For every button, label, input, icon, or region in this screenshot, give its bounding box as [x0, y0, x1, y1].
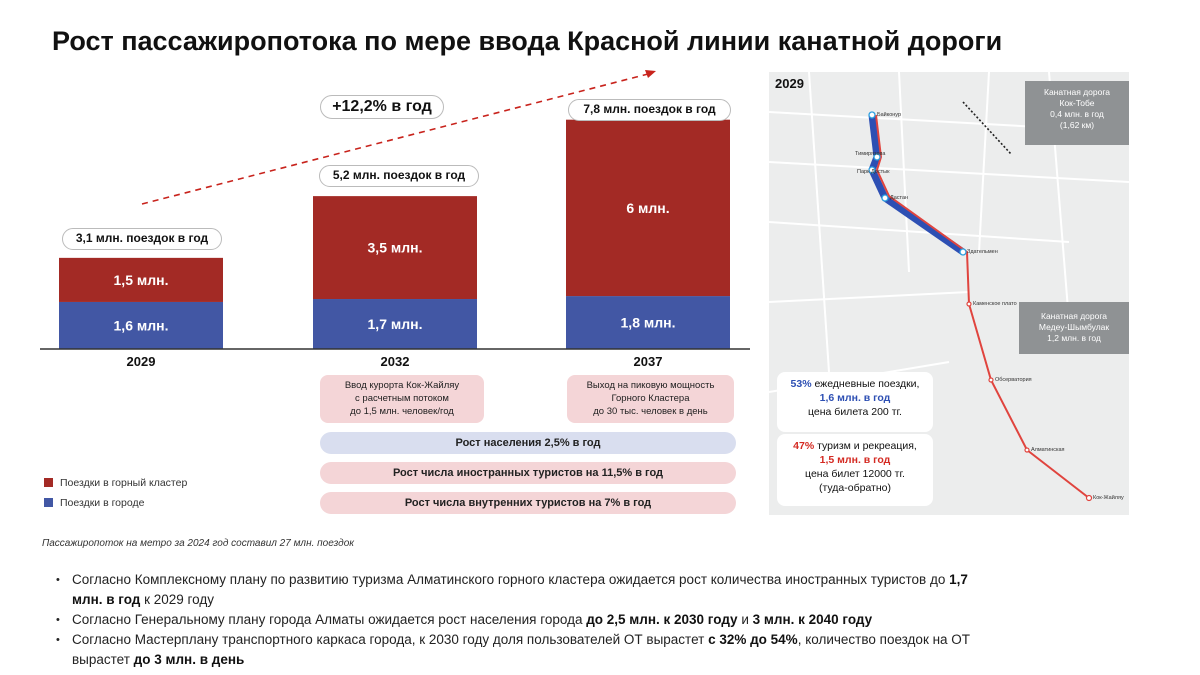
- station-label: Тимирязева: [855, 151, 886, 157]
- footnote: Пассажиропоток на метро за 2024 год составил 27 млн. поездок: [42, 538, 354, 549]
- note-2032-line: до 1,5 млн. человек/год: [350, 406, 454, 417]
- total-label-2032: 5,2 млн. поездок в год: [319, 165, 479, 187]
- note-2037-line: Горного Кластера: [611, 393, 690, 404]
- growth-arrow-head: [645, 70, 656, 78]
- kok-tobe-box: [1025, 81, 1129, 145]
- legend-swatch-blue: [44, 498, 53, 507]
- bullet-text: и: [737, 612, 753, 627]
- tourism-value: 1,5 млн. в год: [819, 454, 891, 466]
- note-2032: [320, 375, 484, 423]
- bullet-text: к 2029 году: [140, 592, 215, 607]
- bullet-text: Согласно Комплексному плану по развитию туризма Алматинского горного кластера ожидается рост количества иностранных туристов до: [72, 572, 950, 587]
- bar-data-label: 1,7 млн.: [367, 316, 423, 333]
- station-label: Кок-Жайляу: [1093, 495, 1124, 501]
- map-year: 2029: [775, 76, 804, 91]
- station-label: Дастан: [890, 195, 909, 201]
- bar-data-label: 6 млн.: [626, 199, 670, 216]
- bullet-text: Согласно Генеральному плану города Алматы ожидается рост населения города: [72, 612, 587, 627]
- daily-value: 1,6 млн. в год: [819, 392, 891, 404]
- daily-pct: 53%: [790, 378, 812, 390]
- bullet-highlight: 1,7 млн. в год: [72, 572, 968, 607]
- legend-item-mountain: [44, 477, 187, 489]
- bullet-highlight: до 3 млн. в день: [133, 652, 245, 667]
- daily-price: цена билета 200 тг.: [808, 406, 902, 418]
- bar-chart: [0, 0, 760, 380]
- note-2032-line: Ввод курорта Кок-Жайляу: [344, 380, 460, 391]
- tourism-text: туризм и рекреация,: [814, 440, 917, 452]
- station-label: Парк Достык: [857, 169, 890, 175]
- bullet-highlight: с 32% до 54%: [708, 632, 798, 647]
- x-tick-label: 2029: [126, 354, 156, 369]
- x-tick-label: 2037: [633, 354, 663, 369]
- kok-tobe-line: Кок-Тобе: [1059, 98, 1095, 108]
- bullet-highlight: 3 млн. к 2040 году: [752, 612, 873, 627]
- daily-trips-box: [777, 372, 933, 432]
- bullet-list: [56, 570, 996, 670]
- bullet-text: Согласно Мастерплану транспортного каркаса города, к 2030 году доля пользователей ОТ вырастет: [72, 632, 709, 647]
- note-2032-line: с расчетным потоком: [355, 393, 449, 404]
- kok-tobe-line: (1,62 км): [1059, 120, 1095, 130]
- bar-data-label: 1,6 млн.: [113, 317, 169, 334]
- station-label: Каменское плато: [973, 301, 1017, 307]
- growth-label: +12,2% в год: [320, 95, 444, 119]
- strip-domestic-tourists: Рост числа внутренних туристов на 7% в год: [320, 492, 736, 514]
- bar-data-label: 1,8 млн.: [620, 314, 676, 331]
- kok-tobe-line: 0,4 млн. в год: [1050, 109, 1104, 119]
- tourism-box: [777, 434, 933, 506]
- page-title: Рост пассажиропотока по мере ввода Красной линии канатной дороги: [52, 26, 1003, 56]
- bullet-item: [56, 630, 996, 670]
- route-map: [769, 72, 1129, 515]
- medeu-line: Медеу-Шымбулак: [1038, 322, 1110, 332]
- daily-text: ежедневные поездки,: [811, 378, 920, 390]
- strip-population: Рост населения 2,5% в год: [320, 432, 736, 454]
- kok-tobe-line: Канатная дорога: [1044, 87, 1110, 97]
- bullet-item: [56, 610, 996, 630]
- station-label: Здательмен: [967, 249, 998, 255]
- bar-data-label: 1,5 млн.: [113, 271, 169, 288]
- bullet-text: , количество поездок на ОТ вырастет: [72, 632, 971, 667]
- note-2037-line: Выход на пиковую мощность: [586, 380, 715, 391]
- total-label-2029: 3,1 млн. поездок в год: [62, 228, 222, 250]
- x-tick-label: 2032: [380, 354, 410, 369]
- medeu-box: [1019, 302, 1129, 354]
- legend-item-city: [44, 497, 144, 509]
- station-label: Байконур: [877, 112, 902, 118]
- medeu-line: Канатная дорога: [1041, 311, 1107, 321]
- tourism-price: цена билет 12000 тг.: [805, 468, 905, 480]
- legend-swatch-red: [44, 478, 53, 487]
- legend-label: Поездки в городе: [60, 497, 145, 509]
- medeu-line: 1,2 млн. в год: [1047, 333, 1101, 343]
- station-label: Обсерватория: [995, 377, 1032, 383]
- tourism-note: (туда-обратно): [818, 482, 892, 494]
- total-label-2037: 7,8 млн. поездок в год: [568, 99, 731, 121]
- station-label: Алматинская: [1031, 447, 1065, 453]
- strip-foreign-tourists: Рост числа иностранных туристов на 11,5% в год: [320, 462, 736, 484]
- tourism-pct: 47%: [793, 440, 815, 452]
- note-2037: [567, 375, 734, 423]
- bullet-item: [56, 570, 996, 610]
- legend-label: Поездки в горный кластер: [60, 477, 188, 489]
- bar-data-label: 3,5 млн.: [367, 239, 423, 256]
- note-2037-line: до 30 тыс. человек в день: [593, 406, 708, 417]
- bullet-highlight: до 2,5 млн. к 2030 году: [586, 612, 738, 627]
